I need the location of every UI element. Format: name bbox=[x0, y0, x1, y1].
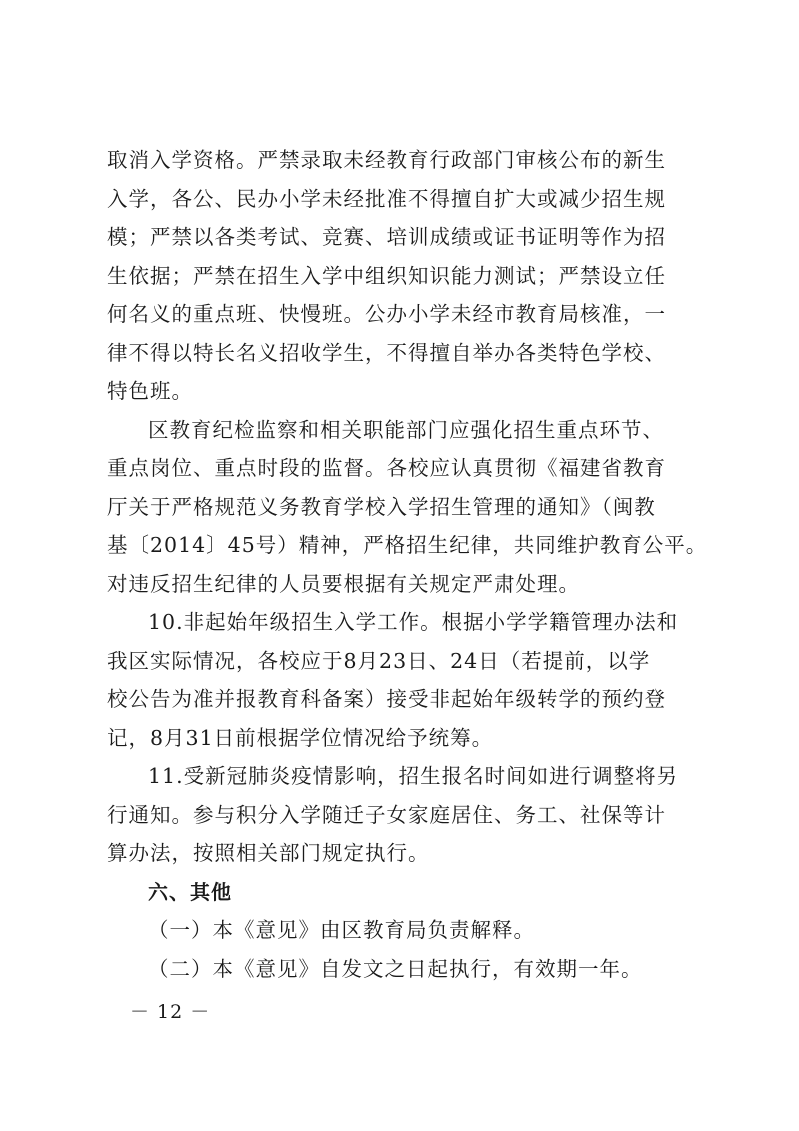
text-line: 取消入学资格。严禁录取未经教育行政部门审核公布的新生 bbox=[107, 148, 666, 172]
text-line: 厅关于严格规范义务教育学校入学招生管理的通知》（闽教 bbox=[107, 494, 656, 519]
text-line: 校公告为准并报教育科备案）接受非起始年级转学的预约登 bbox=[107, 687, 666, 711]
text-line: 10.非起始年级招生入学工作。根据小学学籍管理办法和 bbox=[148, 610, 679, 634]
body-text bbox=[107, 141, 708, 988]
text-line: 11.受新冠肺炎疫情影响，招生报名时间如进行调整将另 bbox=[148, 764, 679, 788]
text-line: 区教育纪检监察和相关职能部门应强化招生重点环节、 bbox=[148, 417, 664, 442]
text-line: 行通知。参与积分入学随迁子女家庭居住、务工、社保等计 bbox=[107, 802, 666, 827]
text-line: 律不得以特长名义招收学生，不得擅自举办各类特色学校、 bbox=[107, 340, 666, 365]
text-line: 我区实际情况，各校应于8月23日、24日（若提前，以学 bbox=[107, 648, 651, 673]
text-line: 对违反招生纪律的人员要根据有关规定严肃处理。 bbox=[107, 571, 580, 596]
text-line: 基〔2014〕45号）精神，严格招生纪律，共同维护教育公平。 bbox=[107, 533, 708, 557]
list-item: （二）本《意见》自发文之日起执行，有效期一年。 bbox=[148, 956, 643, 981]
text-line: 特色班。 bbox=[107, 379, 193, 403]
text-line: 模；严禁以各类考试、竞赛、培训成绩或证书证明等作为招 bbox=[107, 225, 666, 249]
text-line: 何名义的重点班、快慢班。公办小学未经市教育局核准，一 bbox=[107, 302, 666, 326]
text-line: 算办法，按照相关部门规定执行。 bbox=[107, 841, 430, 865]
list-item: （一）本《意见》由区教育局负责解释。 bbox=[148, 918, 535, 942]
text-line: 重点岗位、重点时段的监督。各校应认真贯彻《福建省教育 bbox=[107, 456, 666, 480]
page-number: － 12 － bbox=[130, 1001, 211, 1023]
section-heading: 六、其他 bbox=[148, 879, 232, 904]
text-line: 入学，各公、民办小学未经批准不得擅自扩大或减少招生规 bbox=[107, 186, 666, 211]
text-line: 生依据；严禁在招生入学中组织知识能力测试；严禁设立任 bbox=[107, 263, 666, 288]
text-line: 记，8月31日前根据学位情况给予统筹。 bbox=[107, 725, 494, 750]
